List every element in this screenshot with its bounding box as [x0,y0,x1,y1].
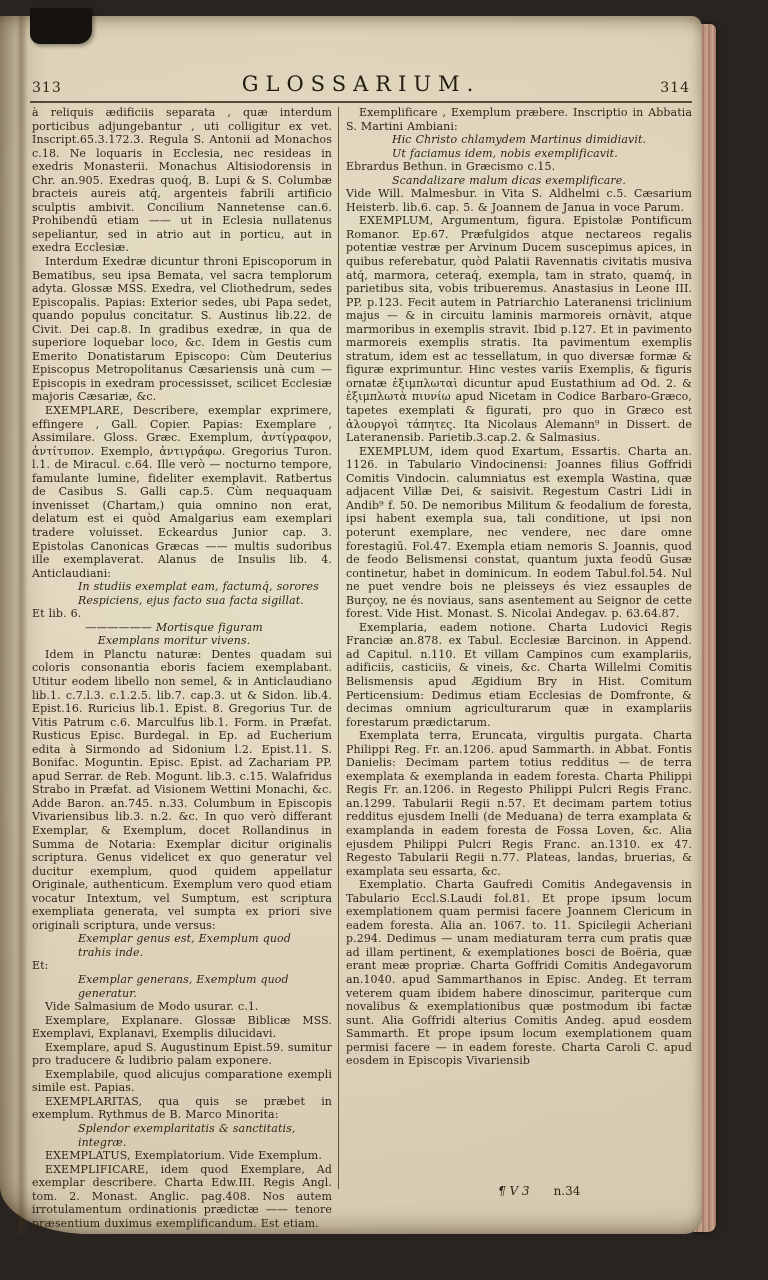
paragraph: Exemplata terra, Eruncata, virgultis purgata. Charta Philippi Reg. Fr. an.1206. apud Sammarth. in Abbat. Fontis Danielis: Decimam partem totius redditus — de terra exemplata & exemplanda in eadem foresta. Charta Philippi Regis Fr. an.1206. in Regesto Philippi Pulcri Regis Franc. an.1299. Tabularii Regii n.57. Et decimam partem totius redditus ejusdem Inelli (de Meduana) de terra examplata & examplanda in eadem foresta de Fossa Loven, &c. Alia ejusdem Philippi Pulcri Regis Franc. an.1310. ex 47. Regesto Tabularii Regii n.77. Plateas, landas, bruerias, & examplata seu essarta, &c. [346,729,692,878]
paragraph: Et lib. 6. [32,607,82,621]
paragraph: EXEMPLATUS, Exemplatorium. Vide Exemplum. [45,1149,322,1163]
header-rule [30,101,692,103]
page-header [0,16,702,96]
page-edge-notch [30,8,92,44]
paragraph: Exemplar genus est, Exemplum quod trahis inde. [78,932,291,959]
paragraph: Interdum Exedræ dicuntur throni Episcoporum in Bematibus, seu ipsa Bemata, vel sacra templorum adyta. Glossæ MSS. Exedra, vel Cliothedrum, sedes Episcopalis. Papias: Exterior sedes, ubi Papa sedet, quando populus concitatur. S. Austinus lib.22. de Civit. Dei cap.8. In gradibus exedræ, in qua de superiore loquebar loco, &c. Idem in Gestis cum Emerito Donatistarum Episcopo: Cùm Deuterius Episcopus Metropolitanus Cæsariensis unà cum — Episcopis in exedram processisset, scilicet Ecclesiæ majoris Cæsariæ, &c. [32,255,332,404]
paragraph: Scandalizare malum dicas exemplificare. [392,173,626,187]
page-title: GLOSSARIUM. [241,72,481,96]
paragraph: Exemplar generans, Exemplum quod generatur. [78,973,289,1000]
paragraph: EXEMPLIFICARE, idem quod Exemplare, Ad exemplar describere. Charta Edw.III. Regis Angl. tom. 2. Monast. Anglic. pag.408. Nos autem irrotulamentum ordinationis prædictæ —— tenore præsentium duximus exemplificandum. Est etiam. [32,1162,332,1230]
text-block [0,103,702,1230]
paragraph: Exemplaria, eadem notione. Charta Ludovici Regis Franciæ an.878. ex Tabul. Ecclesiæ Barcinon. in Append. ad Capitul. n.110. Et villam Campinos cum examplariis, adificiis, casticiis, & vineis, &c. Charta Willelmi Comitis Belismensis apud Ægidium Bry in Hist. Comitum Perticensium: Dedimus etiam Ecclesias de Domfronte, & decimas omnium agriculturarum quæ in examplariis forestarum prædictarum. [346,620,692,729]
book-page [0,16,702,1234]
paragraph: Exemplificare , Exemplum præbere. Inscriptio in Abbatia S. Martini Ambiani: [346,106,692,133]
paragraph: EXEMPLUM, Argumentum, figura. Epistolæ Pontificum Romanor. Ep.67. Præfulgidos atque nectareos regalis potentiæ vestræ per Arvinum Ducem suscepimus apices, in quibus referebatur, quòd Palatii Ravennatis civitatis musiva atq́, marmora, ceteraq́, exempla, tam in strato, quamq́, in parietibus sita, vobis tribueremus. Anastasius in Leone III. PP. p.123. Fecit autem in Patriarchio Lateranensi triclinium majus — & in circuitu laminis marmoreis ornàvit, atque marmoribus in exemplis stravit. Ibid p.127. Et in pavimento marmoreis exemplis stratis. Ita pavimentum exemplis stratum, idem est ac tessellatum, in quo diversæ formæ & figuræ exprimuntur. Hinc vestes variis Exemplis, & figuris ornatæ ἐξιμπλωταὶ dicuntur apud Eustathium ad Od. 2. & ἐξιμπλωτὰ πιυνίω apud Nicetam in Codice Barbaro-Græco, tapetes exemplati & figurati, pro quo in Græco est ἀλουργοὶ τάπητες. Ita Nicolaus Alemann⁹ in Dissert. de Lateranensib. Parietib.3.cap.2. & Salmasius. [346,214,692,445]
paragraph: EXEMPLUM, idem quod Exartum, Essartis. Charta an. 1126. in Tabulario Vindocinensi: Joannes filius Goffridi Comitis Vindocin. calumniatus est exempla Wastina, quæ adjacent Villæ Dei, & saisivit. Regestum Castri Lidi in Andib⁹ f. 50. De nemoribus Militum & feodalium de foresta, ipsi habent exempla sua, tali conditione, ut ipsi non poterunt exemplare, nec vendere, nec dare omne forestagiū. Fol.47. Exempla etiam nemoris S. Joannis, quod de feodo Belismensi constat, quantum juxta feodū Gusæ continetur, habet in dominicum. In eodem Tabul.fol.54. Nul ne puet vendre bois ne pleisseys és viez essauples de Burçoy, ne és noviaus, sans asentement au Seignor de cette forest. Vide Hist. Monast. S. Nicolai Andegav. p. 63.64.87. [346,444,692,621]
paragraph: Vide Will. Malmesbur. in Vita S. Aldhelmi c.5. Cæsarium Heisterb. lib.6. cap. 5. & Joannem de Janua in voce Parum. [346,187,692,214]
paragraph: Exemplatio. Charta Gaufredi Comitis Andegavensis in Tabulario Eccl.S.Laudi fol.81. Et prope ipsum locum exemplationem quam permisi facere Joannem Clericum in eadem foresta. Alia an. 1067. to. 11. Spicilegii Acheriani p.294. Dedimus — unam mediaturam terra cum pratis quæ ad illam pertinent, & exemplationes bosci de Boëria, quæ erant meæ propriæ. Charta Goffridi Comitis Andegavorum an.1040. apud Sammarthanos in Episc. Andeg. Et terram veterem quam ibidem habere dinoscimur, pariterque cum novalibus & exemplationibus quæ postmodum ibi factæ sunt. Alia Goffridi alterius Comitis Andeg. apud eosdem Sammarth. Et prope ipsum locum exemplationem quam permisi facere — in eadem foreste. Charta Caroli C. apud eosdem in Episcopis Vivariensib [346,878,692,1068]
paragraph: Ebrardus Bethun. in Græcismo c.15. [346,160,556,174]
paragraph: Et: [32,959,49,973]
paragraph: Exemplare, apud S. Augustinum Epist.59. sumitur pro traducere & ludibrio palam exponere. [32,1040,332,1068]
signature-mark: ¶ V 3 [498,1184,530,1198]
paragraph: In studiis exemplat eam, factumq́, sorores Respiciens, ejus facto sua facta sigillat. [78,580,319,607]
catchword: n.34 [553,1184,581,1198]
page-footer [498,1184,580,1198]
paragraph: EXEMPLARITAS, qua quis se præbet in exemplum. Rythmus de B. Marco Minorita: [32,1094,332,1122]
right-column [346,106,692,1068]
paragraph: Splendor exemplaritatis & sanctitatis, integræ. [78,1122,296,1149]
page-number-left: 313 [32,80,62,96]
paragraph: à reliquis ædificiis separata , quæ interdum porticibus adjungebantur , uti colligitur ex vet. Inscript.65.3.172.3. Regula S. Antonii ad Monachos c.18. Ne loquaris in Ecclesia, nec resideas in exedris Monasterii. Monachus Altisiodorensis in Chr. an.905. Exedras quoq́, B. Lupi & S. Columbæ bracteis aureis atq́, argenteis fabrili artificio sculptis ambivit. Concilium Nannetense can.6. Prohibendū etiam —— ut in Eclesia nullatenus sepeliantur, sed in atrio aut in porticu, aut in exedra Ecclesiæ. [32,106,332,255]
paragraph: Vide Salmasium de Modo usurar. c.1. [45,1000,259,1014]
paragraph: Idem in Planctu naturæ: Dentes quadam sui coloris consonantia eboris faciem exemplabant. Utitur eodem libello non semel, & in Anticlaudiano lib.1. c.7.l.3. c.1.2.5. lib.7. cap.3. ut & Sidon. lib.4. Epist.16. Ruricius lib.1. Epist. 8. Gregorius Tur. de Vitis Patrum c.6. Marculfus lib.1. Form. in Præfat. Rusticus Episc. Burdegal. in Ep. ad Eucherium edita à Sirmondo ad Sidonium l.2. Epist.11. S. Bonifac. Moguntin. Episc. Epist. ad Zachariam PP. apud Serrar. de Reb. Mogunt. lib.3. c.15. Walafridus Strabo in Præfat. ad Visionem Wettini Monachi, &c. Adde Baron. an.745. n.33. Columbum in Episcopis Vivariensibus lib.3. n.2. &c. In quo verò differant Exemplar, & Exemplum, docet Rollandinus in Summa de Notaria: Exemplar dicitur originalis scriptura. Genus videlicet ex quo generatur vel ducitur exemplum, quod quidem appellatur Originale, authenticum. Exemplum vero quod etiam vocatur Intextum, vel Sumptum, est scriptura exempliata generata, vel sumpta ex priori sive originali scriptura, unde versus: [32,647,332,932]
column-divider [338,107,339,1189]
paragraph: Hic Christo chlamydem Martinus dimidiavit. Ut faciamus idem, nobis exemplificavit. [392,133,647,160]
paragraph: EXEMPLARE, Describere, exemplar exprimere, effingere , Gall. Copier. Papias: Exemplare , Assimilare. Gloss. Græc. Exemplum, ἀντίγραφον, ἀντίτυπον. Exemplo, ἀντιγράφω. Gregorius Turon. l.1. de Miracul. c.64. Ille verò — nocturno tempore, famulante lumine, fideliter exemplavit. Ratbertus de Casibus S. Galli cap.5. Cùm nequaquam invenisset (Chartam,) quia omnino non erat, delatum est ei quòd Amalgarius eam exemplari tradere voluisset. Eckeardus Junior cap. 3. Epistolas Canonicas Græcas —— multis sudoribus ille exemplaverat. Alanus de Insulis lib. 4. Anticlaudiani: [32,404,332,580]
page-number-right: 314 [660,80,690,96]
paragraph: Exemplabile, quod alicujus comparatione exempli simile est. Papias. [32,1067,332,1095]
left-column [32,106,332,1230]
paragraph: Exemplare, Explanare. Glossæ Biblicæ MSS. Exemplavi, Explanavi, Exemplis dilucidavi. [32,1013,332,1041]
paragraph: —————— Mortisque figuram Exemplans moritur vivens. [85,620,263,648]
